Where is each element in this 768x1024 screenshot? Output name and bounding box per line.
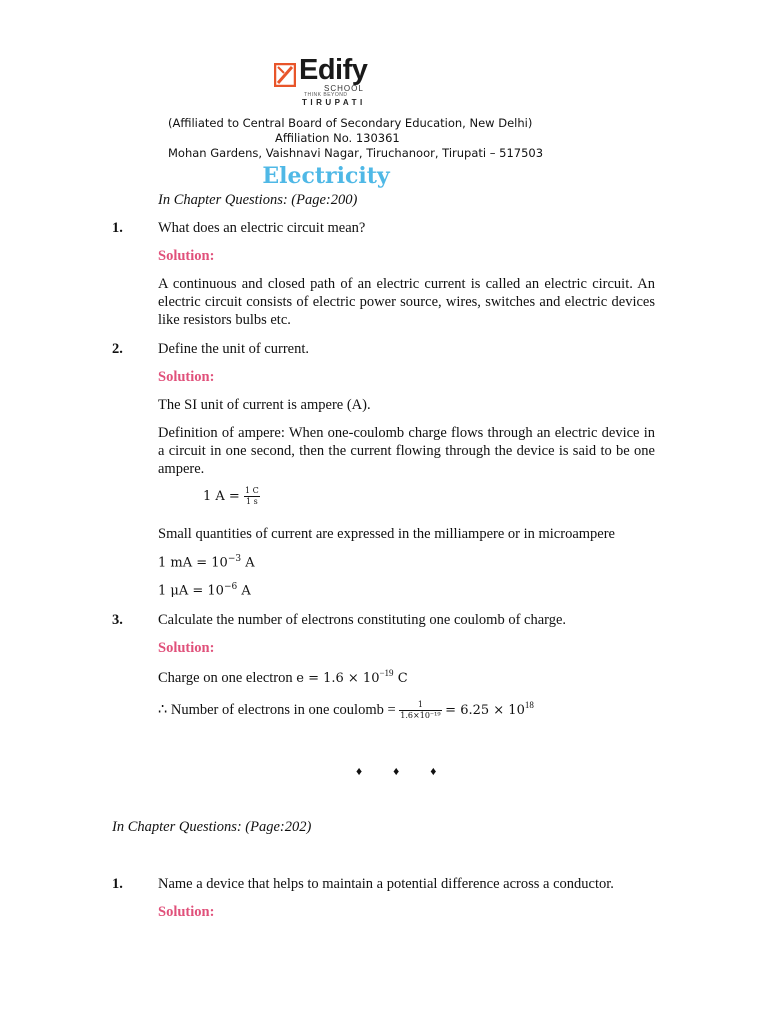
fraction <box>399 701 441 720</box>
ua-exponent: −6 <box>223 582 238 592</box>
solution-label: Solution: <box>158 904 215 920</box>
answer-paragraph: A continuous and closed path of an electric current is called an electric circuit. An electric circuit consists of electric power source, wires, switches and electric devices like resistors bulbs etc. <box>158 276 655 328</box>
solution-label: Solution: <box>158 369 215 385</box>
solution-label: Solution: <box>158 640 215 656</box>
charge-unit: C <box>393 670 408 686</box>
affiliation-number: Affiliation No. 130361 <box>275 131 400 145</box>
answer-line: The SI unit of current is ampere (A). <box>158 397 371 413</box>
school-logo <box>274 54 374 111</box>
result-exponent: 18 <box>524 700 534 710</box>
charge-math: e = 1.6 × 10 <box>296 670 380 686</box>
electron-charge-line <box>158 668 408 687</box>
school-address: Mohan Gardens, Vaishnavi Nagar, Tiruchanoor, Tirupati – 517503 <box>168 146 544 160</box>
fraction-numerator: 1 <box>417 700 423 709</box>
ampere-equation <box>203 487 260 506</box>
question-text: Calculate the number of electrons constituting one coulomb of charge. <box>158 612 567 628</box>
equation-lhs: 1 A = <box>203 489 240 504</box>
section-separator: ♦ ♦ ♦ <box>356 764 451 778</box>
page-title: Electricity <box>262 163 390 189</box>
milliampere-equation <box>158 554 255 570</box>
microampere-equation <box>158 582 251 598</box>
section-heading-page-200: In Chapter Questions: (Page:200) <box>158 192 358 208</box>
question-number: 2. <box>112 341 123 357</box>
section-heading-page-202: In Chapter Questions: (Page:202) <box>112 819 312 835</box>
small-quantities-text: Small quantities of current are expressed in the milliampere or in microampere <box>158 526 615 542</box>
number-text: ∴ Number of electrons in one coulomb = <box>158 701 396 718</box>
charge-exponent: −19 <box>379 668 394 678</box>
charge-text: Charge on one electron <box>158 669 297 686</box>
question-number: 1. <box>112 876 123 892</box>
ma-lhs: 1 mA = 10 <box>158 555 228 571</box>
fraction-denominator: 1.6×10⁻¹⁹ <box>400 711 441 720</box>
fraction <box>244 487 260 506</box>
ma-unit: A <box>241 555 255 571</box>
question-number: 1. <box>112 220 123 236</box>
solution-label: Solution: <box>158 248 215 264</box>
result: = 6.25 × 10 <box>445 702 525 718</box>
question-number: 3. <box>112 612 123 628</box>
affiliation-line: (Affiliated to Central Board of Secondary Education, New Delhi) <box>168 116 533 130</box>
logo-city: TIRUPATI <box>302 98 366 107</box>
fraction-denominator: 1 s <box>244 496 260 506</box>
fraction-numerator: 1 C <box>244 486 259 495</box>
ampere-definition: Definition of ampere: When one-coulomb charge flows through an electric device in a circuit in one second, then the current flowing through the device is said to be one ampere. <box>158 425 655 477</box>
logo-school: SCHOOL <box>324 84 364 93</box>
ua-lhs: 1 μA = 10 <box>158 583 224 599</box>
electron-count-line <box>158 700 534 720</box>
question-text: Define the unit of current. <box>158 341 309 357</box>
ma-exponent: −3 <box>227 554 242 564</box>
ua-unit: A <box>237 583 251 599</box>
edify-logo-icon <box>274 63 296 87</box>
question-text: What does an electric circuit mean? <box>158 220 366 236</box>
logo-tagline: THINK BEYOND <box>304 92 348 98</box>
question-text: Name a device that helps to maintain a potential difference across a conductor. <box>158 876 614 892</box>
logo-name: Edify <box>299 54 368 86</box>
